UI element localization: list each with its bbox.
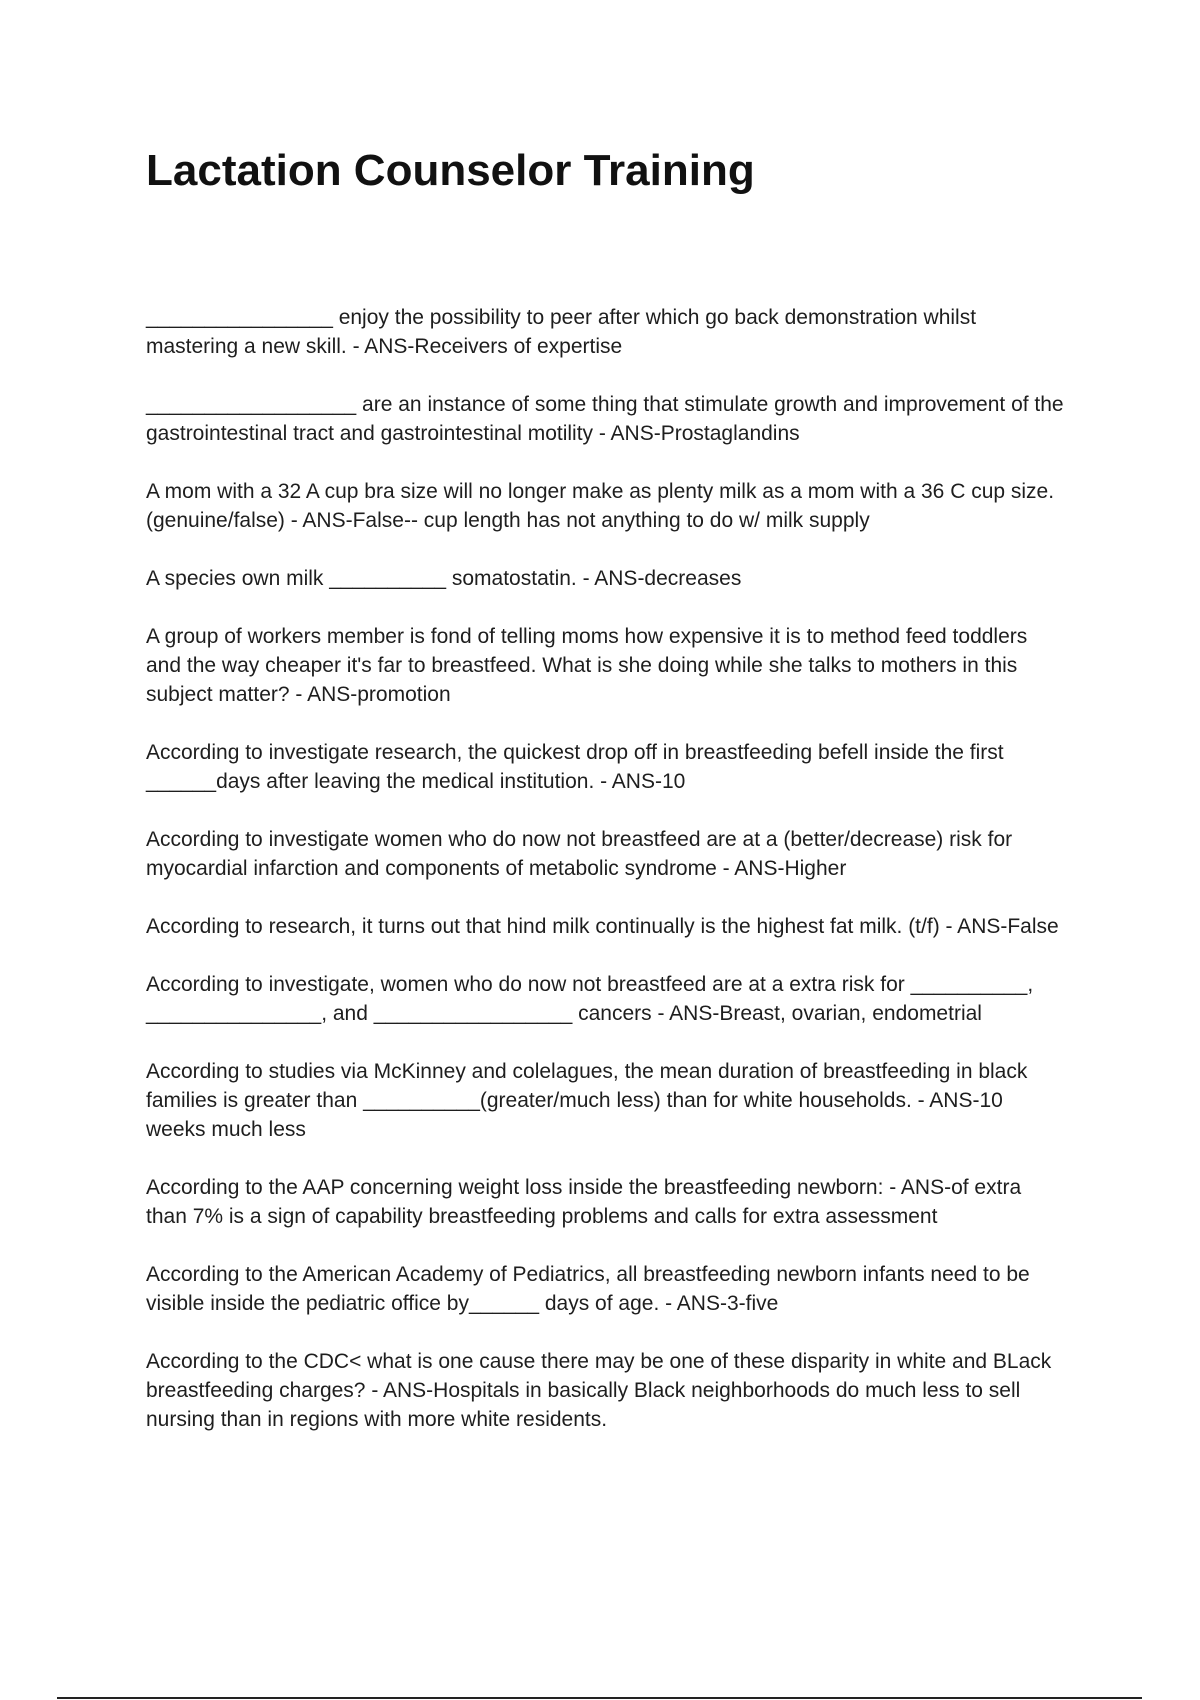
qa-item-2: __________________ are an instance of some thing that stimulate growth and improvement of the gastrointestinal tract and gastrointestinal motility - ANS-Prostaglandins [146,393,1064,445]
qa-item-5: A group of workers member is fond of telling moms how expensive it is to method feed toddlers and the way cheaper it's far to breastfeed. What is she doing while she talks to mothers in this subject matter? - ANS-promotion [146,625,1028,706]
qa-item-8: According to research, it turns out that hind milk continually is the highest fat milk. (t/f) - ANS-False [146,915,1059,938]
document-title: Lactation Counselor Training [146,146,755,195]
qa-item-7: According to investigate women who do now not breastfeed are at a (better/decrease) risk for myocardial infarction and components of metabolic syndrome - ANS-Higher [146,828,1013,880]
footer-divider [57,1697,1142,1699]
qa-item-13: According to the CDC< what is one cause there may be one of these disparity in white and BLack breastfeeding charges? - ANS-Hospitals in basically Black neighborhoods do much less to sell nursing than in regions with more white residents. [146,1350,1052,1431]
qa-item-1: ________________ enjoy the possibility to peer after which go back demonstration whilst mastering a new skill. - ANS-Receivers of expertise [146,306,977,358]
qa-item-11: According to the AAP concerning weight loss inside the breastfeeding newborn: - ANS-of extra than 7% is a sign of capability breastfeeding problems and calls for extra assessment [146,1176,1022,1228]
qa-item-10: According to studies via McKinney and colelagues, the mean duration of breastfeeding in black families is greater than __________(greater/much less) than for white households. - ANS-10 weeks much less [146,1060,1028,1141]
qa-item-6: According to investigate research, the quickest drop off in breastfeeding befell inside the first ______days after leaving the medical institution. - ANS-10 [146,741,1004,793]
qa-item-3: A mom with a 32 A cup bra size will no longer make as plenty milk as a mom with a 36 C cup size. (genuine/false) - ANS-False-- cup length has not anything to do w/ milk supply [146,480,1055,532]
qa-item-9: According to investigate, women who do now not breastfeed are at a extra risk for __________, _______________, and _________________ cancers - ANS-Breast, ovarian, endometrial [146,973,1034,1025]
qa-item-12: According to the American Academy of Pediatrics, all breastfeeding newborn infants need to be visible inside the pediatric office by______ days of age. - ANS-3-five [146,1263,1030,1315]
question-answer-list [146,303,1066,1463]
qa-item-4: A species own milk __________ somatostatin. - ANS-decreases [146,567,742,590]
